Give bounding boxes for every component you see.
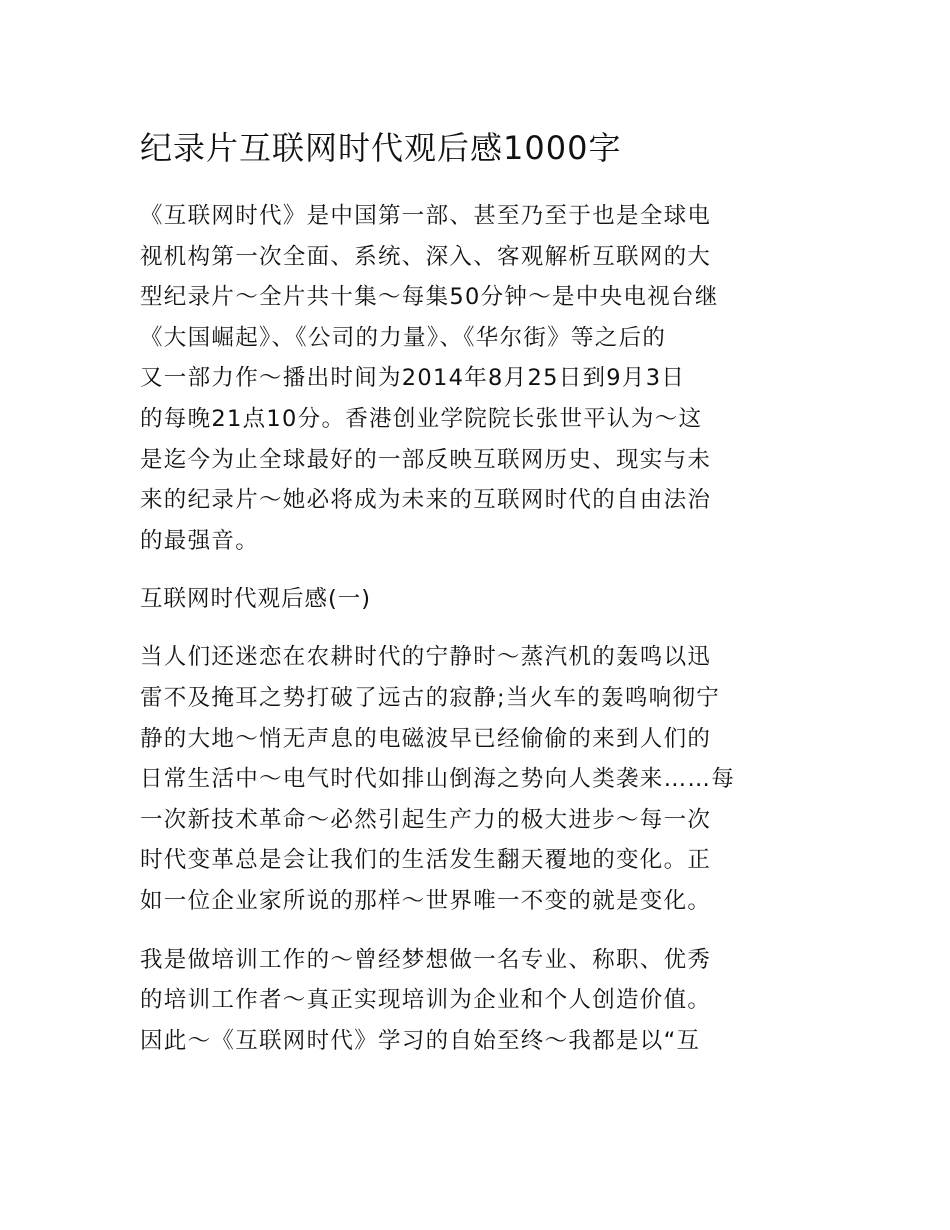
paragraph-line: 静的大地～悄无声息的电磁波早已经偷偷的来到人们的 — [140, 725, 712, 752]
paragraph-line: 的培训工作者～真正实现培训为企业和个人创造价值。 — [140, 987, 712, 1014]
paragraph-line: 视机构第一次全面、系统、深入、客观解析互联网的大 — [140, 243, 712, 270]
section1-paragraph — [140, 637, 808, 921]
document-title: 纪录片互联网时代观后感1000字 — [140, 129, 622, 167]
section-heading: 互联网时代观后感(一) — [140, 586, 372, 613]
paragraph-line: 日常生活中～电气时代如排山倒海之势向人类袭来……每 — [140, 766, 736, 793]
paragraph-line: 的每晚21点10分。香港创业学院院长张世平认为～这 — [140, 405, 703, 432]
paragraph-line: 《大国崛起》、《公司的力量》、《华尔街》等之后的 — [140, 324, 667, 351]
paragraph-line: 雷不及掩耳之势打破了远古的寂静;当火车的轰鸣响彻宁 — [140, 684, 721, 711]
paragraph-line: 因此～《互联网时代》学习的自始至终～我都是以“互 — [140, 1027, 701, 1054]
paragraph-line: 如一位企业家所说的那样～世界唯一不变的就是变化。 — [140, 887, 712, 914]
intro-paragraph — [140, 196, 808, 561]
paragraph-line: 是迄今为止全球最好的一部反映互联网历史、现实与未 — [140, 446, 712, 473]
paragraph-line: 一次新技术革命～必然引起生产力的极大进步～每一次 — [140, 806, 712, 833]
paragraph-line: 又一部力作～播出时间为2014年8月25日到9月3日 — [140, 365, 686, 392]
paragraph-line: 时代变革总是会让我们的生活发生翻天覆地的变化。正 — [140, 847, 712, 874]
paragraph-line: 的最强音。 — [140, 527, 260, 554]
paragraph-line: 型纪录片～全片共十集～每集50分钟～是中央电视台继 — [140, 284, 719, 311]
document-page — [140, 122, 808, 1079]
paragraph-line: 我是做培训工作的～曾经梦想做一名专业、称职、优秀 — [140, 946, 712, 973]
paragraph-line: 当人们还迷恋在农耕时代的宁静时～蒸汽机的轰鸣以迅 — [140, 644, 712, 671]
paragraph-line: 来的纪录片～她必将成为未来的互联网时代的自由法治 — [140, 487, 712, 514]
section2-paragraph — [140, 940, 808, 1062]
paragraph-line: 《互联网时代》是中国第一部、甚至乃至于也是全球电 — [140, 203, 712, 229]
